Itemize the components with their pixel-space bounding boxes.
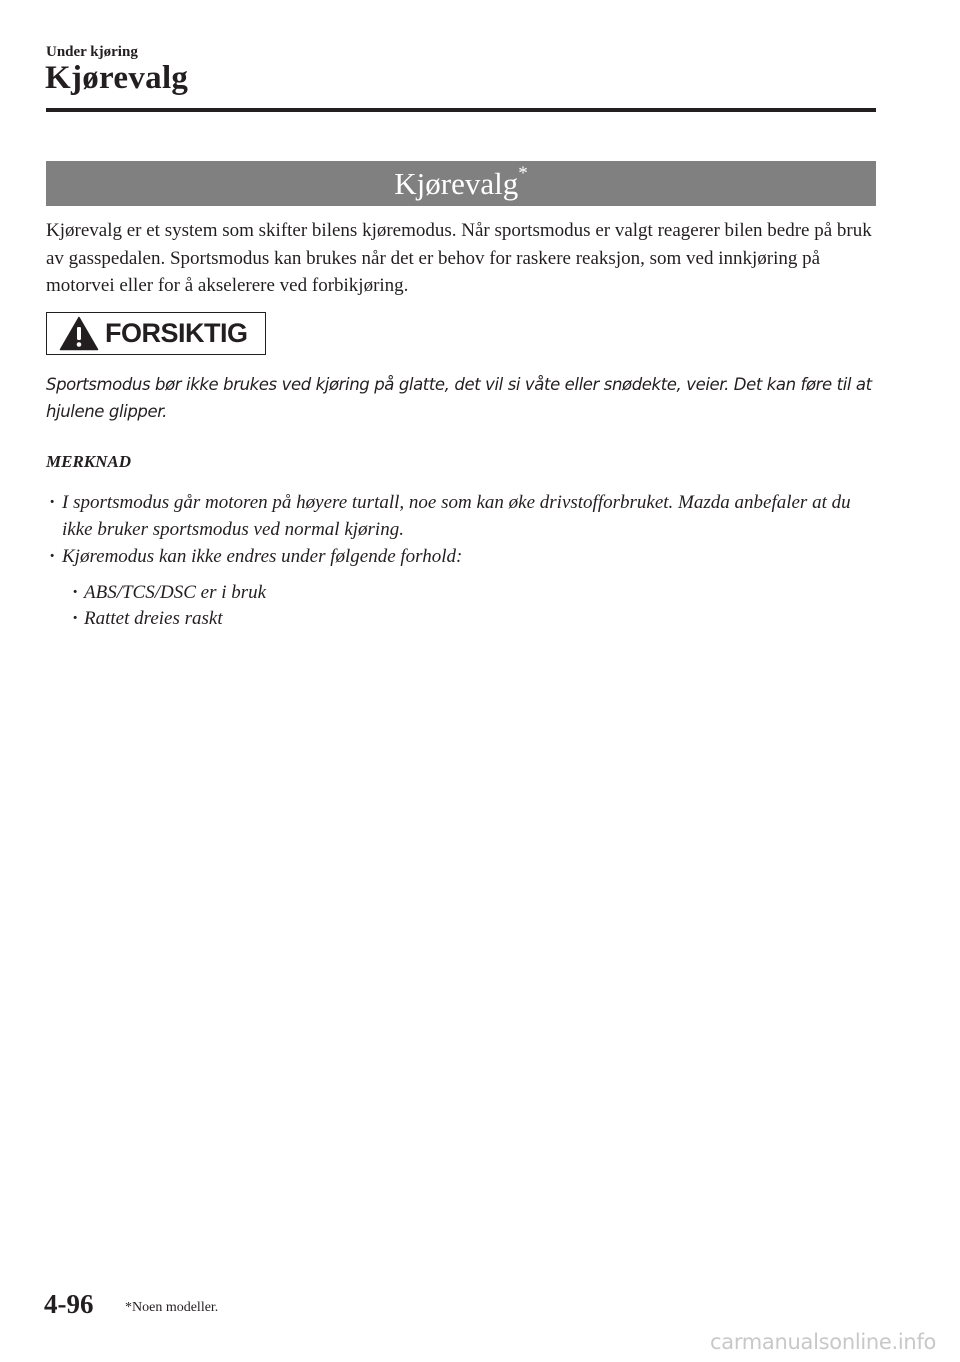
note-list: [46, 489, 876, 570]
section-banner: [46, 161, 876, 206]
page-number: 4-96: [44, 1289, 94, 1319]
caution-box: [46, 312, 266, 355]
section-title-text: Kjørevalg: [394, 165, 519, 201]
intro-paragraph: Kjørevalg er et system som skifter bilens kjøremodus. Når sportsmodus er valgt reagerer bilen bedre på bruk av gasspedalen. Sportsmodus kan brukes når det er behov for raskere reaksjon, som ved innkjøring på motorvei eller for å akselerere ved forbikjøring.: [46, 220, 872, 296]
chapter-kicker: Under kjøring: [46, 44, 138, 60]
caution-text: Sportsmodus bør ikke brukes ved kjøring på glatte, det vil si våte eller snødekte, veier. Det kan føre til at hjulene glipper.: [46, 375, 872, 421]
footnote: *Noen modeller.: [125, 1300, 219, 1315]
section-asterisk: *: [518, 162, 528, 184]
note-item: · I sportsmodus går motoren på høyere turtall, noe som kan øke drivstofforbruket. Mazda anbefaler at du ikke bruker sportsmodus ved normal kjøring.: [46, 489, 876, 543]
note-heading: MERKNAD: [46, 452, 132, 471]
chapter-title: Kjørevalg: [45, 60, 189, 96]
caution-label: FORSIKTIG: [105, 318, 248, 348]
note-sublist: [70, 580, 670, 632]
note-item: · Kjøremodus kan ikke endres under følgende forhold:: [46, 543, 876, 570]
section-title: [394, 162, 528, 202]
header-divider: [46, 108, 876, 112]
watermark: carmanualsonline.info: [710, 1330, 937, 1354]
note-subitem: · Rattet dreies raskt: [70, 606, 670, 632]
warning-triangle-icon: [59, 316, 99, 351]
note-subitem: · ABS/TCS/DSC er i bruk: [70, 580, 670, 606]
